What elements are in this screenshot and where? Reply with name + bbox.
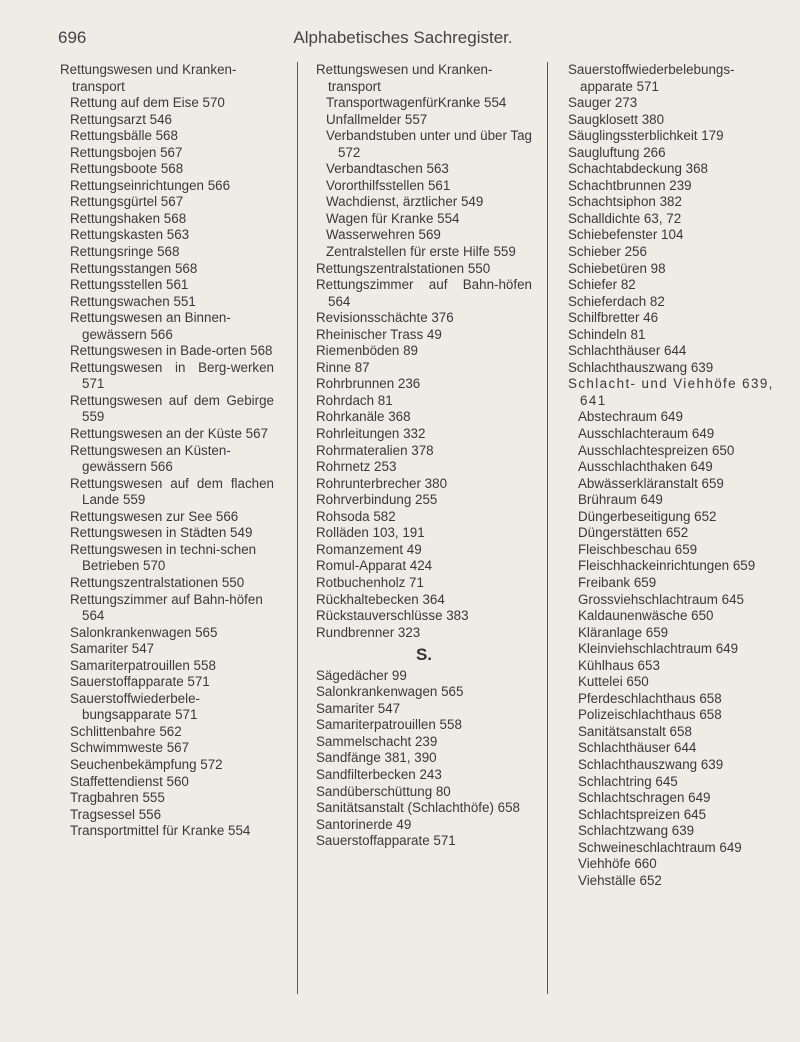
index-entry: Rolläden 103, 191 (316, 525, 425, 541)
index-entry: Schachtabdeckung 368 (568, 161, 708, 177)
index-entry: Sauerstoffwiederbelebungs-apparate 571 (568, 62, 735, 94)
index-entry: Schachtbrunnen 239 (568, 177, 692, 193)
section-letter: S. (415, 645, 433, 665)
index-subentry: Tragbahren 555 (70, 790, 165, 806)
index-entry: Rettungswesen und Kranken-transport (316, 62, 493, 94)
index-subentry: Sauerstoffapparate 571 (70, 674, 210, 690)
index-subentry: Rettungswesen an Binnen-gewässern 566 (70, 310, 231, 342)
index-entry: Rückstauverschlüsse 383 (316, 608, 469, 624)
index-subentry: Brühraum 649 (578, 492, 663, 508)
index-subentry: Rettungsbojen 567 (70, 144, 183, 160)
index-subentry: Sanitätsanstalt 658 (578, 723, 692, 739)
index-subentry: Wagen für Kranke 554 (326, 210, 460, 226)
index-subentry: Schlachthäuser 644 (578, 740, 697, 756)
index-subentry: Unfallmelder 557 (326, 111, 428, 127)
index-subentry: Abstechraum 649 (578, 409, 683, 425)
index-subentry: Viehhöfe 660 (578, 856, 657, 872)
index-entry: Samariter 547 (316, 700, 401, 716)
index-entry: Rohrleitungen 332 (316, 426, 426, 442)
index-subentry: TransportwagenfürKranke 554 (326, 95, 507, 111)
index-subentry: Kaldaunenwäsche 650 (578, 608, 714, 624)
index-subentry: Viehställe 652 (578, 872, 662, 888)
index-subentry: Schlachthauszwang 639 (578, 756, 724, 772)
index-subentry: Wachdienst, ärztlicher 549 (326, 194, 484, 210)
index-entry: Rinne 87 (316, 359, 370, 375)
index-subentry: Rettungsgürtel 567 (70, 194, 184, 210)
index-subentry: Rettungswesen auf dem flachen Lande 559 (70, 475, 274, 508)
index-entry: Sauger 273 (568, 95, 638, 111)
index-subentry: Rettungsringe 568 (70, 244, 180, 260)
index-subentry: Rettungsbälle 568 (70, 128, 178, 144)
index-entry: Rundbrenner 323 (316, 624, 421, 640)
index-entry: Rohrunterbrecher 380 (316, 475, 448, 491)
index-entry: Sanitätsanstalt (Schlachthöfe) 658 (316, 800, 520, 816)
index-subentry: Schlachtring 645 (578, 773, 678, 789)
index-subentry: Tragsessel 556 (70, 806, 162, 822)
index-subentry: Rettungswesen zur See 566 (70, 508, 239, 524)
index-entry: Rettungszentralstationen 550 (316, 260, 491, 276)
index-entry: Saugklosett 380 (568, 111, 665, 127)
index-entry: Schiebetüren 98 (568, 260, 666, 276)
index-subentry: Ausschlachthaken 649 (578, 459, 713, 475)
index-subentry: Ausschlachteraum 649 (578, 426, 715, 442)
index-subentry: Rettungsstangen 568 (70, 260, 198, 276)
index-subentry: Seuchenbekämpfung 572 (70, 756, 223, 772)
index-subentry: Schwimmweste 567 (70, 740, 190, 756)
index-entry: Sandfänge 381, 390 (316, 750, 437, 766)
index-subentry: Freibank 659 (578, 574, 657, 590)
page-number: 696 (58, 28, 87, 47)
index-entry: Santorinerde 49 (316, 816, 412, 832)
index-entry: Schlacht- und Viehhöfe 639, 641 (568, 376, 774, 408)
index-subentry: Abwässerkläranstalt 659 (578, 475, 724, 491)
index-entry: Riemenböden 89 (316, 343, 418, 359)
index-subentry: Schlachtzwang 639 (578, 823, 695, 839)
index-entry: Rohrbrunnen 236 (316, 376, 421, 392)
index-entry: Schlachthäuser 644 (568, 343, 687, 359)
index-entry: Sandfilterbecken 243 (316, 766, 442, 782)
index-subentry: Rettungswachen 551 (70, 293, 196, 309)
index-entry: Sägedächer 99 (316, 667, 407, 683)
index-entry: Schiebefenster 104 (568, 227, 684, 243)
index-subentry: Kleinviehschlachtraum 649 (578, 641, 739, 657)
index-subentry: Rettungszentralstationen 550 (70, 574, 245, 590)
index-subentry: Wasserwehren 569 (326, 227, 441, 243)
index-entry: Säuglingssterblichkeit 179 (568, 128, 724, 144)
index-subentry: Schlachtspreizen 645 (578, 806, 707, 822)
index-entry: Rohrnetz 253 (316, 459, 397, 475)
index-subentry: Düngerbeseitigung 652 (578, 508, 717, 524)
index-entry: Schieber 256 (568, 244, 647, 260)
index-subentry: Samariter 547 (70, 641, 155, 657)
index-subentry: Rettungsarzt 546 (70, 111, 172, 127)
index-column-1 (60, 62, 274, 840)
index-subentry: Samariterpatrouillen 558 (70, 657, 216, 673)
index-entry: Schachtsiphon 382 (568, 194, 682, 210)
index-subentry: Verbandtaschen 563 (326, 161, 449, 177)
index-entry: Rohrverbindung 255 (316, 492, 438, 508)
index-subentry: Fleischbeschau 659 (578, 541, 698, 557)
index-subentry: Schlachtschragen 649 (578, 790, 711, 806)
index-subentry: Düngerstätten 652 (578, 525, 689, 541)
index-subentry: Transportmittel für Kranke 554 (70, 823, 251, 839)
page-title: Alphabetisches Sachregister. (293, 28, 513, 47)
page-header (58, 28, 748, 52)
column-divider (297, 62, 298, 994)
index-entry: Rotbuchenholz 71 (316, 574, 424, 590)
index-subentry: Rettungswesen in techni-schen Betrieben 570 (70, 541, 257, 574)
index-subentry: Rettungskasten 563 (70, 227, 190, 243)
index-entry: Revisionsschächte 376 (316, 310, 454, 326)
index-entry: Rheinischer Trass 49 (316, 326, 442, 342)
index-subentry: Zentralstellen für erste Hilfe 559 (326, 244, 516, 260)
index-entry: Romanzement 49 (316, 541, 422, 557)
index-entry: Rettungswesen und Kranken-transport (60, 62, 237, 94)
index-entry: Saugluftung 266 (568, 144, 666, 160)
index-column-3 (568, 62, 782, 889)
index-subentry: Kläranlage 659 (578, 624, 669, 640)
index-subentry: Vororthilfsstellen 561 (326, 177, 451, 193)
index-subentry: Rettungswesen an Küsten-gewässern 566 (70, 442, 231, 475)
index-entry: Schilfbretter 46 (568, 310, 659, 326)
index-subentry: Rettungsstellen 561 (70, 277, 189, 293)
index-subentry: Kühlhaus 653 (578, 657, 660, 673)
index-column-2 (316, 62, 532, 850)
index-subentry: Rettungsboote 568 (70, 161, 184, 177)
index-entry: Salonkrankenwagen 565 (316, 684, 464, 700)
index-entry: Rohrmateralien 378 (316, 442, 434, 458)
index-subentry: Rettungswesen in Berg-werken 571 (70, 359, 274, 392)
index-subentry: Ausschlachtespreizen 650 (578, 442, 735, 458)
index-entry: Romul-Apparat 424 (316, 558, 433, 574)
index-subentry: Kuttelei 650 (578, 674, 649, 690)
index-subentry: Schweineschlachtraum 649 (578, 839, 742, 855)
index-subentry: Schlittenbahre 562 (70, 723, 182, 739)
index-subentry: Polizeischlachthaus 658 (578, 707, 722, 723)
index-subentry: Fleischhackeinrichtungen 659 (578, 558, 756, 574)
index-subentry: Rettungszimmer auf Bahn-höfen 564 (70, 591, 263, 624)
index-entry: Schiefer 82 (568, 277, 636, 293)
index-subentry: Rettungswesen in Städten 549 (70, 525, 253, 541)
index-entry: Sauerstoffapparate 571 (316, 833, 456, 849)
index-entry: Sammelschacht 239 (316, 733, 438, 749)
index-subentry: Rettungswesen an der Küste 567 (70, 426, 269, 442)
index-entry: Rohrkanäle 368 (316, 409, 411, 425)
index-entry: Schieferdach 82 (568, 293, 665, 309)
index-entry: Schindeln 81 (568, 326, 646, 342)
index-entry: Rohsoda 582 (316, 508, 396, 524)
index-entry: Samariterpatrouillen 558 (316, 717, 462, 733)
index-subentry: Rettungswesen auf dem Gebirge 559 (70, 392, 274, 425)
index-subentry: Rettung auf dem Eise 570 (70, 95, 225, 111)
index-entry: Rückhaltebecken 364 (316, 591, 445, 607)
column-divider (547, 62, 548, 994)
index-entry: Rettungszimmer auf Bahn-höfen 564 (316, 277, 532, 309)
index-subentry: Rettungswesen in Bade-orten 568 (70, 343, 273, 359)
index-entry: Schlachthauszwang 639 (568, 359, 714, 375)
index-subentry: Staffettendienst 560 (70, 773, 189, 789)
index-subentry: Verbandstuben unter und über Tag 572 (326, 128, 532, 160)
index-subentry: Rettungseinrichtungen 566 (70, 177, 231, 193)
index-subentry: Salonkrankenwagen 565 (70, 624, 218, 640)
index-subentry: Pferdeschlachthaus 658 (578, 690, 722, 706)
index-entry: Sandüberschüttung 80 (316, 783, 451, 799)
index-entry: Rohrdach 81 (316, 392, 393, 408)
index-subentry: Grossviehschlachtraum 645 (578, 591, 744, 607)
index-subentry: Rettungshaken 568 (70, 210, 187, 226)
index-entry: Schalldichte 63, 72 (568, 210, 682, 226)
index-subentry: Sauerstoffwiederbele-bungsapparate 571 (70, 690, 201, 723)
